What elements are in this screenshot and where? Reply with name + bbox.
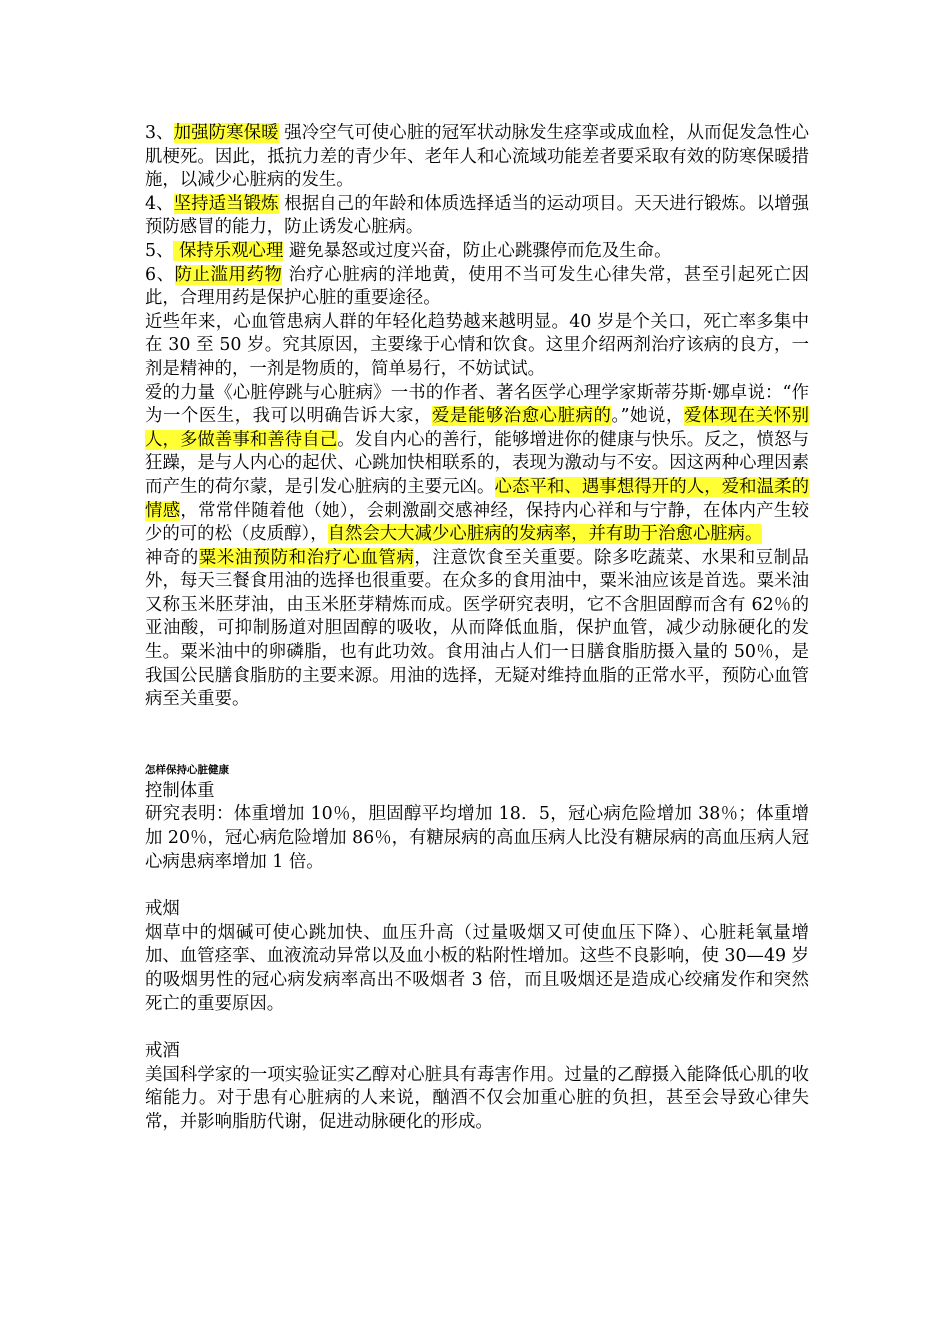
tip-text: 治疗心脏病的洋地黄，使用不当可发生心律失常，甚至引起死亡因此，合理用药是保护心脏的重要途径。 — [145, 264, 809, 309]
document-page — [145, 122, 809, 1135]
love-text-1: 爱的力量《心脏停跳与心脏病》一书的作者、著名医学心理学家斯蒂芬斯·娜卓说：“作为一个医生，我可以明确告诉大家， — [145, 382, 809, 427]
alcohol-body: 美国科学家的一项实验证实乙醇对心脏具有毒害作用。过量的乙醇摄入能降低心肌的收缩能力。对于患有心脏病的人来说，酗酒不仅会加重心脏的负担，甚至会导致心律失常，并影响脂肪代谢，促进动脉硬化的形成。 — [145, 1064, 809, 1132]
smoke-heading: 戒烟 — [145, 899, 180, 920]
tip-number: 6、 — [145, 264, 175, 285]
tip-highlight: 保持乐观心理 — [173, 240, 284, 261]
tip-highlight: 坚持适当锻炼 — [173, 193, 279, 214]
oil-text-1: 神奇的 — [145, 547, 199, 568]
tip-item-5 — [145, 240, 809, 264]
tip-number: 4、 — [145, 193, 174, 214]
alcohol-heading: 戒酒 — [145, 1041, 180, 1062]
love-text-4: ，常常伴随着他（她），会刺激副交感神经，保持内心祥和与宁静，在体内产生较少的可的松（皮质醇）， — [145, 500, 809, 545]
tip-number: 5、 — [145, 240, 174, 261]
weight-heading: 控制体重 — [145, 780, 215, 801]
oil-text-2: ，注意饮食至关重要。除多吃蔬菜、水果和豆制品外，每天三餐食用油的选择也很重要。在众多的食用油中，粟米油应该是首选。粟米油又称玉米胚芽油，由玉米胚芽精炼而成。医学研究表明，它不含胆固醇而含有 62％的亚油酸，可抑制肠道对胆固醇的吸收，从而降低血脂，保护血管，减少动脉硬化的发生。粟米油中的卵磷脂，也有此功效。食用油占人们一日膳食脂肪摄入量的 50％，是我国公民膳食脂肪的主要来源。用油的选择，无疑对维持血脂的正常水平，预防心血管病至关重要。 — [145, 547, 809, 710]
tip-item-3 — [145, 122, 809, 193]
love-text-2: 。”她说， — [611, 406, 684, 427]
tip-text: 强冷空气可使心脏的冠军状动脉发生痉挛或成血栓，从而促发急性心肌梗死。因此，抵抗力差的青少年、老年人和心流域功能差者要采取有效的防寒保暖措施，以减少心脏病的发生。 — [145, 123, 809, 191]
section-title: 怎样保持心脏健康 — [145, 763, 229, 776]
love-paragraph — [145, 382, 809, 547]
tip-text: 避免暴怒或过度兴奋，防止心跳骤停而危及生命。 — [283, 240, 672, 261]
tip-highlight: 防止滥用药物 — [174, 264, 283, 285]
love-highlight-4: 自然会大大减少心脏病的发病率，并有助于治愈心脏病。 — [327, 524, 763, 545]
intro-paragraph: 近些年来，心血管患病人群的年轻化趋势越来越明显。40 岁是个关口，死亡率多集中在 30 至 50 岁。究其原因，主要缘于心情和饮食。这里介绍两剂治疗该病的良方，一剂是精神的，一剂是物质的，简单易行，不妨试试。 — [145, 311, 809, 379]
love-highlight-3: 心态平和、遇事想得开的人，爱和温柔的情感 — [145, 476, 809, 521]
weight-body: 研究表明：体重增加 10％，胆固醇平均增加 18．5，冠心病危险增加 38％；体重增加 20％，冠心病危险增加 86％，有糖尿病的高血压病人比没有糖尿病的高血压病人冠心病患病率增加 1 倍。 — [145, 804, 809, 872]
love-highlight-1: 爱是能够治愈心脏病的 — [432, 406, 612, 427]
love-highlight-2: 爱体现在关怀别人，多做善事和善待自己 — [145, 406, 809, 450]
tip-highlight: 加强防寒保暖 — [173, 123, 279, 143]
spacer — [145, 1016, 809, 1040]
spacer — [145, 712, 809, 762]
smoke-body: 烟草中的烟碱可使心跳加快、血压升高（过量吸烟又可使血压下降）、心脏耗氧量增加、血管痉挛、血液流动异常以及血小板的粘附性增加。这些不良影响，使 30—49 岁的吸烟男性的冠心病发病率高出不吸烟者 3 倍，而且吸烟还是造成心绞痛发作和突然死亡的重要原因。 — [145, 922, 809, 1014]
tip-item-4 — [145, 193, 809, 240]
tip-text: 根据自己的年龄和体质选择适当的运动项目。天天进行锻炼。以增强预防感冒的能力，防止诱发心脏病。 — [145, 193, 809, 238]
oil-highlight: 粟米油预防和治疗心血管病 — [198, 547, 415, 568]
tip-number: 3、 — [145, 123, 174, 143]
love-text-3: 。发自内心的善行，能够增进你的健康与快乐。反之，愤怒与狂躁，是与人内心的起伏、心跳加快相联系的，表现为激动与不安。因这两种心理因素而产生的荷尔蒙，是引发心脏病的主要元凶。 — [145, 429, 809, 497]
oil-paragraph — [145, 547, 809, 712]
spacer — [145, 874, 809, 898]
tip-item-6 — [145, 264, 809, 311]
